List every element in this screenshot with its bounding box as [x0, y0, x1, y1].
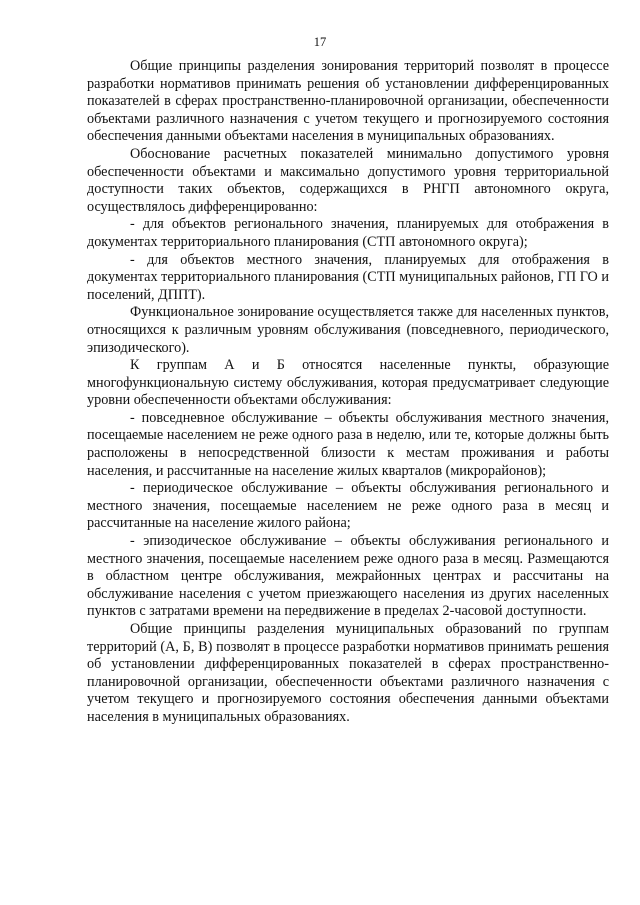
paragraph-municipal-groups: Общие принципы разделения муниципальных образований по группам территорий (А, Б, В) позволят в процессе разработки нормативов принимать решения об установлении дифференцированных показателей в сферах пространственно-планировочной организации, обеспеченности объектами различного назначения с учетом текущего и прогнозируемого состояния обеспечения данными объектами населения в муниципальных образованиях.	[87, 621, 609, 725]
list-item-daily-service: - повседневное обслуживание – объекты обслуживания местного значения, посещаемые населением не реже одного раза в неделю, или те, которые должны быть расположены в непосредственной близости к местам проживания и работы населения, и рассчитанные на население жилых кварталов (микрорайонов);	[87, 409, 609, 479]
paragraph-groups-a-b: К группам А и Б относятся населенные пункты, образующие многофункциональную систему обслуживания, которая предусматривает следующие уровни обеспеченности объектами обслуживания:	[87, 357, 609, 409]
document-body	[87, 58, 609, 727]
paragraph-functional-zoning: Функциональное зонирование осуществляется также для населенных пунктов, относящихся к различным уровням обслуживания (повседневного, периодического, эпизодического).	[87, 304, 609, 356]
list-item-local-objects: - для объектов местного значения, планируемых для отображения в документах территориального планирования (СТП муниципальных районов, ГП ГО и поселений, ДППТ).	[87, 251, 609, 303]
paragraph-zoning-principles: Общие принципы разделения зонирования территорий позволят в процессе разработки нормативов принимать решения об установлении дифференцированных показателей в сферах пространственно-планировочной организации, обеспеченности объектами различного назначения с учетом текущего и прогнозируемого состояния обеспечения данными объектами населения в муниципальных образованиях.	[87, 58, 609, 145]
list-item-episodic-service: - эпизодическое обслуживание – объекты обслуживания регионального и местного значения, посещаемые населением реже одного раза в месяц. Размещаются в областном центре обслуживания, межрайонных центрах и рассчитаны на обслуживание населения с учетом приезжающего населения из других населенных пунктов с затратами времени на передвижение в пределах 2-часовой доступности.	[87, 533, 609, 620]
paragraph-justification: Обоснование расчетных показателей минимально допустимого уровня обеспеченности объектами и максимально допустимого уровня территориальной доступности таких объектов, содержащихся в РНГП автономного округа, осуществлялось дифференцированно:	[87, 145, 609, 215]
list-item-periodic-service: - периодическое обслуживание – объекты обслуживания регионального и местного значения, посещаемые населением не реже одного раза в месяц и рассчитанные на население жилого района;	[87, 480, 609, 532]
list-item-regional-objects: - для объектов регионального значения, планируемых для отображения в документах территориального планирования (СТП автономного округа);	[87, 216, 609, 250]
page-number: 17	[313, 35, 327, 49]
